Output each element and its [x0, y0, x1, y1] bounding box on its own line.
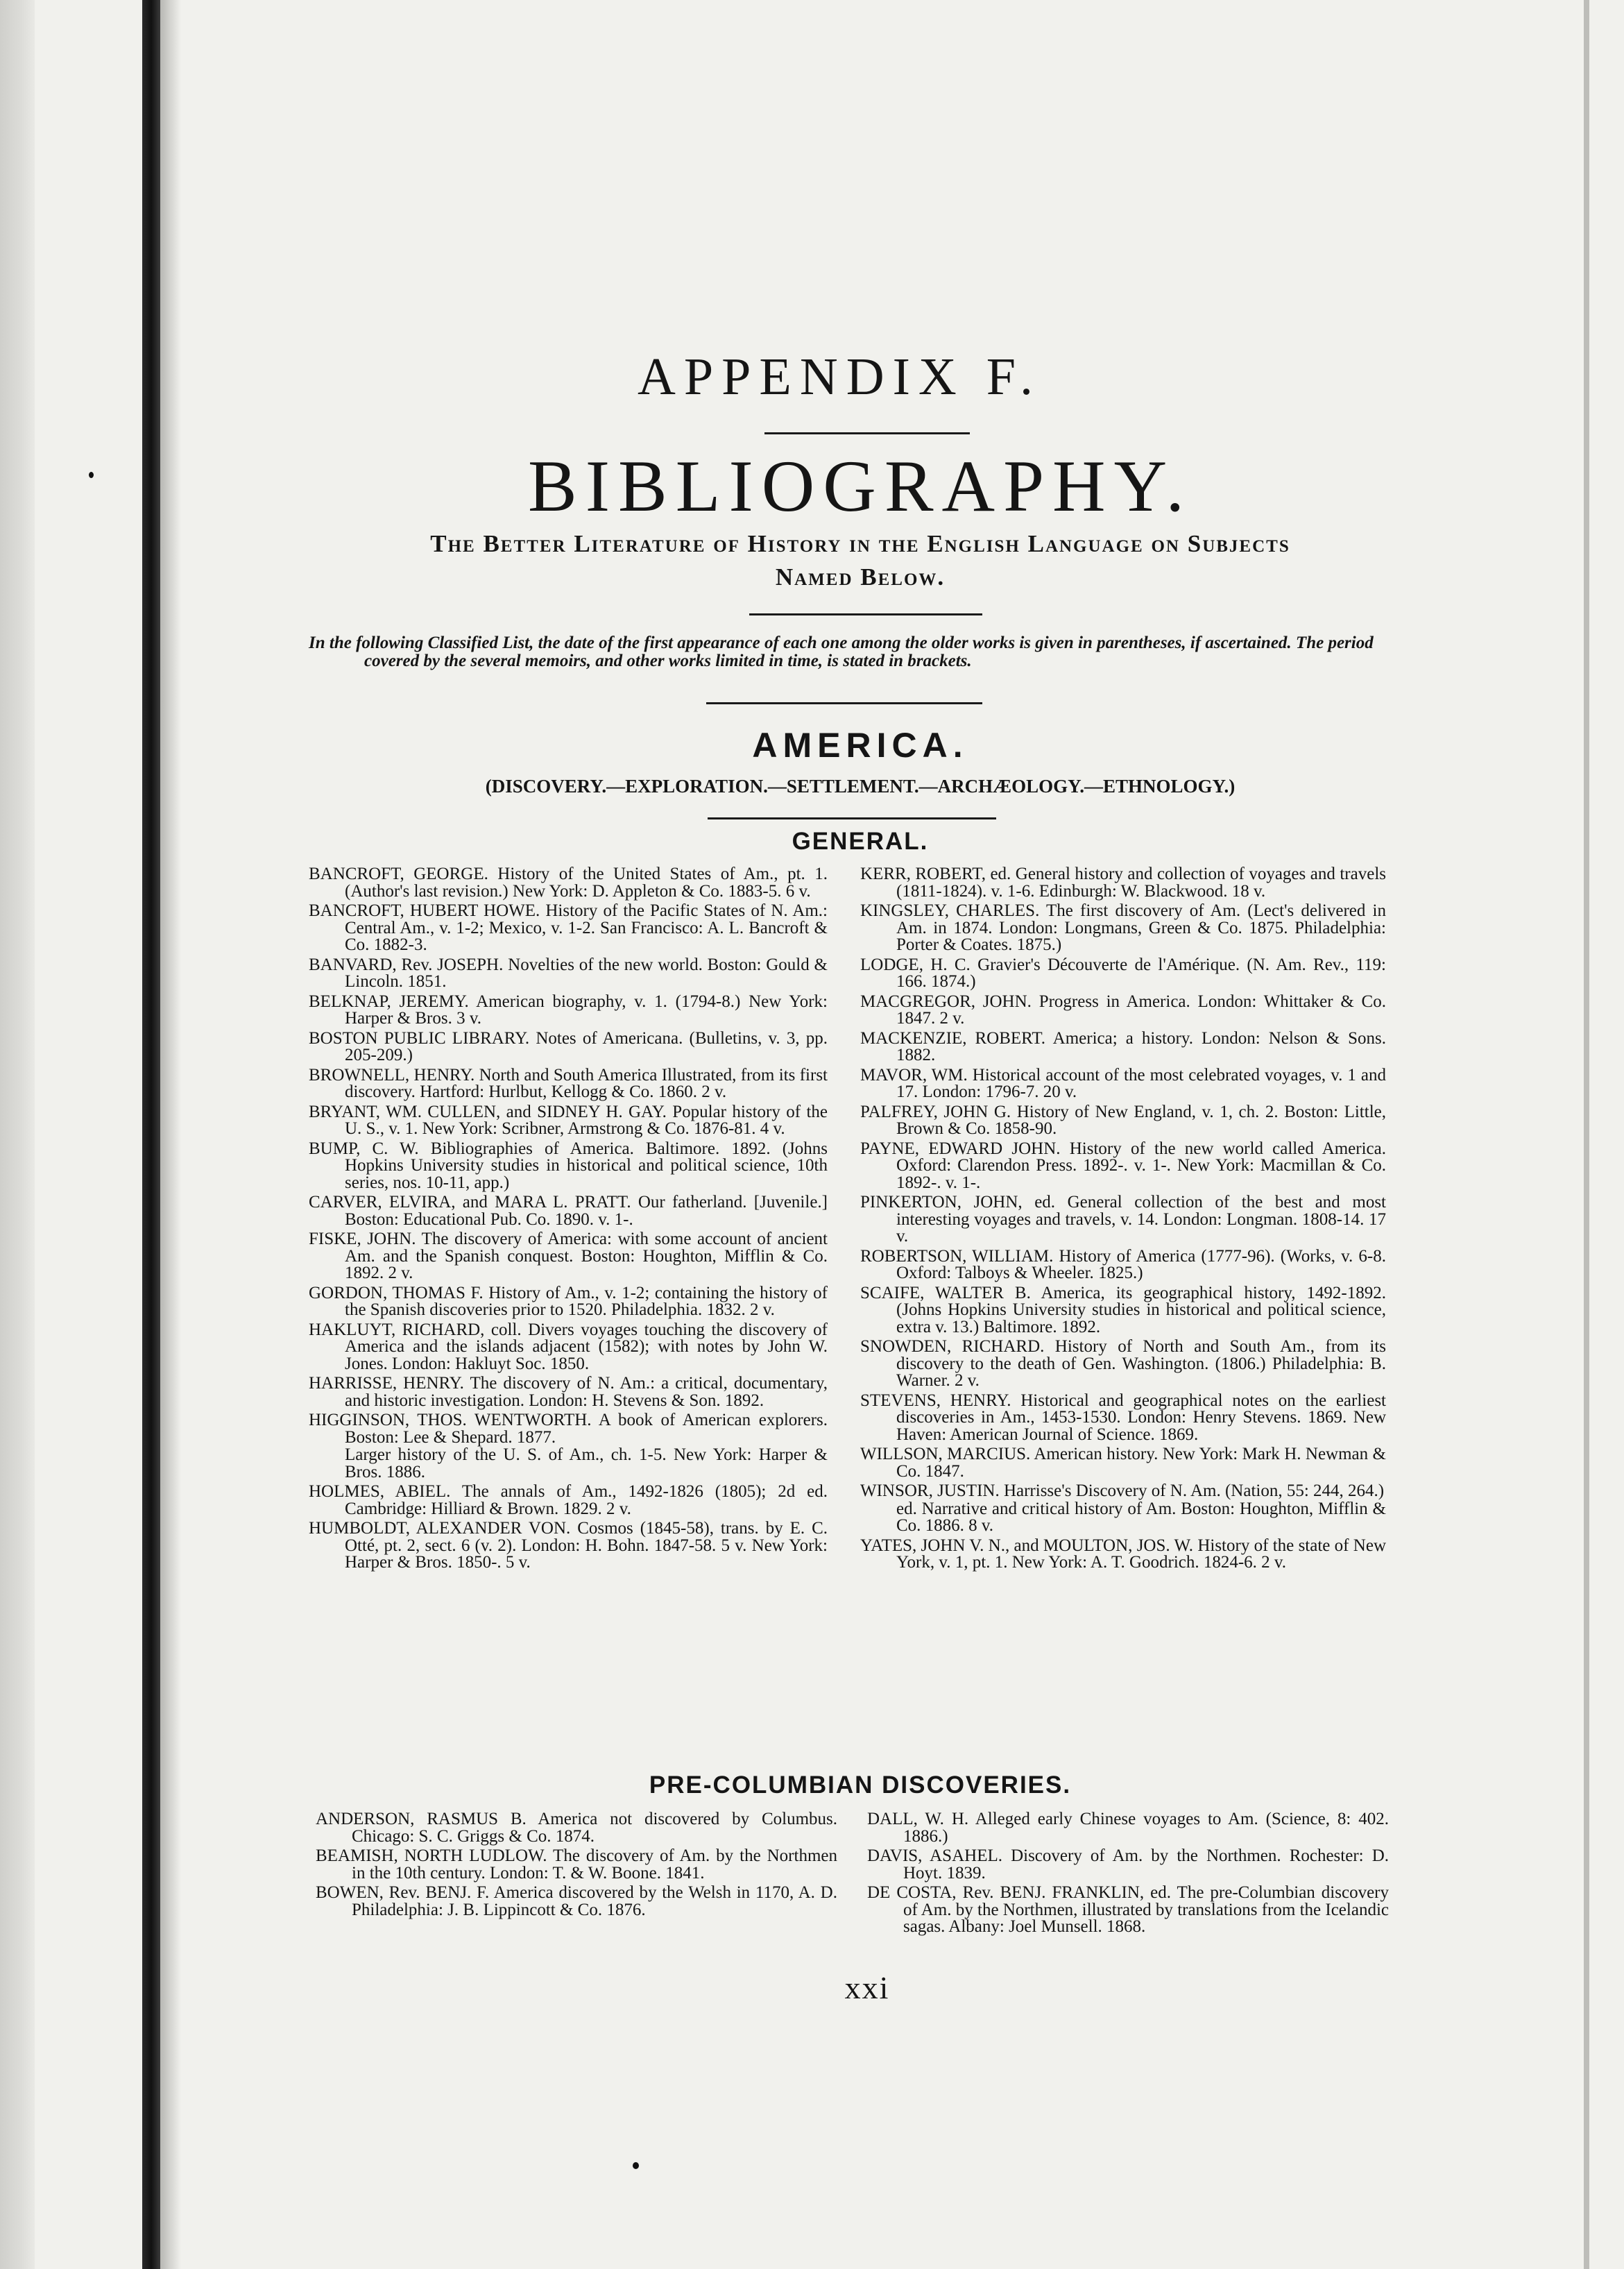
page-number: xxi [844, 1970, 890, 2005]
bibliography-entry: PINKERTON, JOHN, ed. General collection of the best and most interesting voyages and travels, v. 14. London: Longman. 1808-14. 17 v. [860, 1193, 1386, 1246]
bibliography-entry: HARRISSE, HENRY. The discovery of N. Am.: a critical, documentary, and historic investigation. London: H. Stevens & Son. 1892. [309, 1374, 828, 1410]
section-subtitle: (DISCOVERY.—EXPLORATION.—SETTLEMENT.—ARCHÆOLOGY.—ETHNOLOGY.) [485, 776, 1236, 797]
subheading-general: GENERAL. [792, 828, 929, 855]
bibliography-entry: BOWEN, Rev. BENJ. F. America discovered by the Welsh in 1170, A. D. Philadelphia: J. B. Lippincott & Co. 1876. [316, 1883, 837, 1919]
bibliography-entry: HAKLUYT, RICHARD, coll. Divers voyages touching the discovery of America and the islands adjacent (1582); with notes by John W. Jones. London: Hakluyt Soc. 1850. [309, 1320, 828, 1373]
bibliography-entry-continued: ed. Narrative and critical history of Am. Boston: Houghton, Mifflin & Co. 1886. 8 v. [896, 1499, 1386, 1535]
bibliography-entry: WINSOR, JUSTIN. Harrisse's Discovery of N. Am. (Nation, 55: 244, 264.) [860, 1481, 1385, 1500]
bibliography-entry: KERR, ROBERT, ed. General history and collection of voyages and travels (1811-1824). v. 1-6. Edinburgh: W. Blackwood. 18 v. [860, 865, 1386, 901]
divider [708, 817, 996, 819]
general-right-column [860, 866, 1386, 1574]
subtitle-line-2: Named Below. [775, 563, 946, 590]
bibliography-entry: BANCROFT, GEORGE. History of the United States of Am., pt. 1. (Author's last revision.) New York: D. Appleton & Co. 1883-5. 6 v. [309, 865, 828, 901]
bibliography-entry: BOSTON PUBLIC LIBRARY. Notes of Americana. (Bulletins, v. 3, pp. 205-209.) [309, 1028, 828, 1064]
pre-columbian-left-column [316, 1811, 837, 1921]
appendix-label: APPENDIX F. [638, 348, 1041, 406]
general-left-column [309, 866, 828, 1574]
bibliography-entry: HUMBOLDT, ALEXANDER VON. Cosmos (1845-58), trans. by E. C. Otté, pt. 2, sect. 6 (v. 2). London: H. Bohn. 1847-58. 5 v. New York: Harper & Bros. 1850-. 5 v. [309, 1519, 828, 1572]
bibliography-entry: MACGREGOR, JOHN. Progress in America. London: Whittaker & Co. 1847. 2 v. [860, 992, 1386, 1028]
intro-note: In the following Classified List, the date of the first appearance of each one among the older works is given in parentheses, if ascertained. The period covered by the several memoirs, and other works limited in time, is stated in brackets. [309, 634, 1374, 670]
bibliography-entry: BELKNAP, JEREMY. American biography, v. 1. (1794-8.) New York: Harper & Bros. 3 v. [309, 992, 828, 1028]
bibliography-entry: SCAIFE, WALTER B. America, its geographical history, 1492-1892. (Johns Hopkins University studies in historical and political science, extra v. 13.) Baltimore. 1892. [860, 1283, 1386, 1336]
bibliography-entry: PAYNE, EDWARD JOHN. History of the new world called America. Oxford: Clarendon Press. 1892-. v. 1-. New York: Macmillan & Co. 1892-. v. 1-. [860, 1139, 1386, 1192]
page-subtitle [305, 527, 1415, 594]
bibliography-entry: PALFREY, JOHN G. History of New England, v. 1, ch. 2. Boston: Little, Brown & Co. 1858-90. [860, 1102, 1386, 1138]
facing-page-edge [0, 0, 35, 2269]
section-title: AMERICA. [752, 726, 968, 765]
bibliography-entry: BUMP, C. W. Bibliographies of America. Baltimore. 1892. (Johns Hopkins University studies in historical and political science, 10th series, nos. 10-11, app.) [309, 1139, 828, 1192]
bibliography-entry: DE COSTA, Rev. BENJ. FRANKLIN, ed. The pre-Columbian discovery of Am. by the Northmen, illustrated by translations from the Icelandic sagas. Albany: Joel Munsell. 1868. [867, 1883, 1389, 1936]
page-edge [1584, 0, 1589, 2269]
page-title: BIBLIOGRAPHY. [528, 445, 1193, 527]
bibliography-entry: DAVIS, ASAHEL. Discovery of Am. by the Northmen. Rochester: D. Hoyt. 1839. [867, 1846, 1389, 1883]
speck [633, 2162, 639, 2169]
bibliography-entry: BROWNELL, HENRY. North and South America Illustrated, from its first discovery. Hartford: Hurlbut, Kellogg & Co. 1860. 2 v. [309, 1065, 828, 1101]
divider [749, 613, 982, 615]
bibliography-entry: GORDON, THOMAS F. History of Am., v. 1-2; containing the history of the Spanish discoveries prior to 1520. Philadelphia. 1832. 2 v. [309, 1283, 828, 1319]
bibliography-entry: LODGE, H. C. Gravier's Découverte de l'Amérique. (N. Am. Rev., 119: 166. 1874.) [860, 955, 1386, 991]
subheading-pre-columbian: PRE-COLUMBIAN DISCOVERIES. [649, 1771, 1072, 1799]
bibliography-entry: ROBERTSON, WILLIAM. History of America (1777-96). (Works, v. 6-8. Oxford: Talboys & Wheeler. 1825.) [860, 1246, 1386, 1282]
bibliography-entry: FISKE, JOHN. The discovery of America: with some account of ancient Am. and the Spanish conquest. Boston: Houghton, Mifflin & Co. 1892. 2 v. [309, 1230, 828, 1282]
pre-columbian-right-column [867, 1811, 1389, 1939]
binding-gutter [142, 0, 160, 2269]
bibliography-entry: MACKENZIE, ROBERT. America; a history. London: Nelson & Sons. 1882. [860, 1028, 1386, 1064]
bibliography-entry: ANDERSON, RASMUS B. America not discovered by Columbus. Chicago: S. C. Griggs & Co. 1874. [316, 1810, 837, 1846]
bibliography-entry: BANCROFT, HUBERT HOWE. History of the Pacific States of N. Am.: Central Am., v. 1-2; Mexico, v. 1-2. San Francisco: A. L. Bancroft & Co. 1882-3. [309, 901, 828, 954]
subtitle-line-1: The Better Literature of History in the English Language on Subjects [430, 530, 1290, 557]
gutter-shadow [160, 0, 181, 2269]
bibliography-entry-continued: Larger history of the U. S. of Am., ch. 1-5. New York: Harper & Bros. 1886. [345, 1445, 828, 1481]
bibliography-entry: MAVOR, WM. Historical account of the most celebrated voyages, v. 1 and 17. London: 1796-7. 20 v. [860, 1065, 1386, 1101]
bibliography-entry: BANVARD, Rev. JOSEPH. Novelties of the new world. Boston: Gould & Lincoln. 1851. [309, 955, 828, 991]
bibliography-entry: BEAMISH, NORTH LUDLOW. The discovery of Am. by the Northmen in the 10th century. London: T. & W. Boone. 1841. [316, 1846, 837, 1883]
bibliography-entry: HOLMES, ABIEL. The annals of Am., 1492-1826 (1805); 2d ed. Cambridge: Hilliard & Brown. 1829. 2 v. [309, 1482, 828, 1518]
speck [89, 472, 94, 478]
bibliography-entry: BRYANT, WM. CULLEN, and SIDNEY H. GAY. Popular history of the U. S., v. 1. New York: Scribner, Armstrong & Co. 1876-81. 4 v. [309, 1102, 828, 1138]
bibliography-entry: KINGSLEY, CHARLES. The first discovery of Am. (Lect's delivered in Am. in 1874. London: Longmans, Green & Co. 1875. Philadelphia: Porter & Coates. 1875.) [860, 901, 1386, 954]
bibliography-entry: STEVENS, HENRY. Historical and geographical notes on the earliest discoveries in Am., 1453-1530. London: Henry Stevens. 1869. New Haven: American Journal of Science. 1869. [860, 1391, 1386, 1444]
bibliography-entry: HIGGINSON, THOS. WENTWORTH. A book of American explorers. Boston: Lee & Shepard. 1877. [309, 1411, 828, 1447]
bibliography-entry: DALL, W. H. Alleged early Chinese voyages to Am. (Science, 8: 402. 1886.) [867, 1810, 1389, 1846]
bibliography-entry: WILLSON, MARCIUS. American history. New York: Mark H. Newman & Co. 1847. [860, 1445, 1386, 1481]
divider [764, 432, 970, 434]
divider [706, 702, 982, 704]
bibliography-entry: CARVER, ELVIRA, and MARA L. PRATT. Our fatherland. [Juvenile.] Boston: Educational Pub. Co. 1890. v. 1-. [309, 1193, 828, 1229]
bibliography-entry: YATES, JOHN V. N., and MOULTON, JOS. W. History of the state of New York, v. 1, pt. 1. New York: A. T. Goodrich. 1824-6. 2 v. [860, 1536, 1386, 1572]
bibliography-entry: SNOWDEN, RICHARD. History of North and South Am., from its discovery to the death of Gen. Washington. (1806.) Philadelphia: B. Warner. 2 v. [860, 1337, 1386, 1390]
